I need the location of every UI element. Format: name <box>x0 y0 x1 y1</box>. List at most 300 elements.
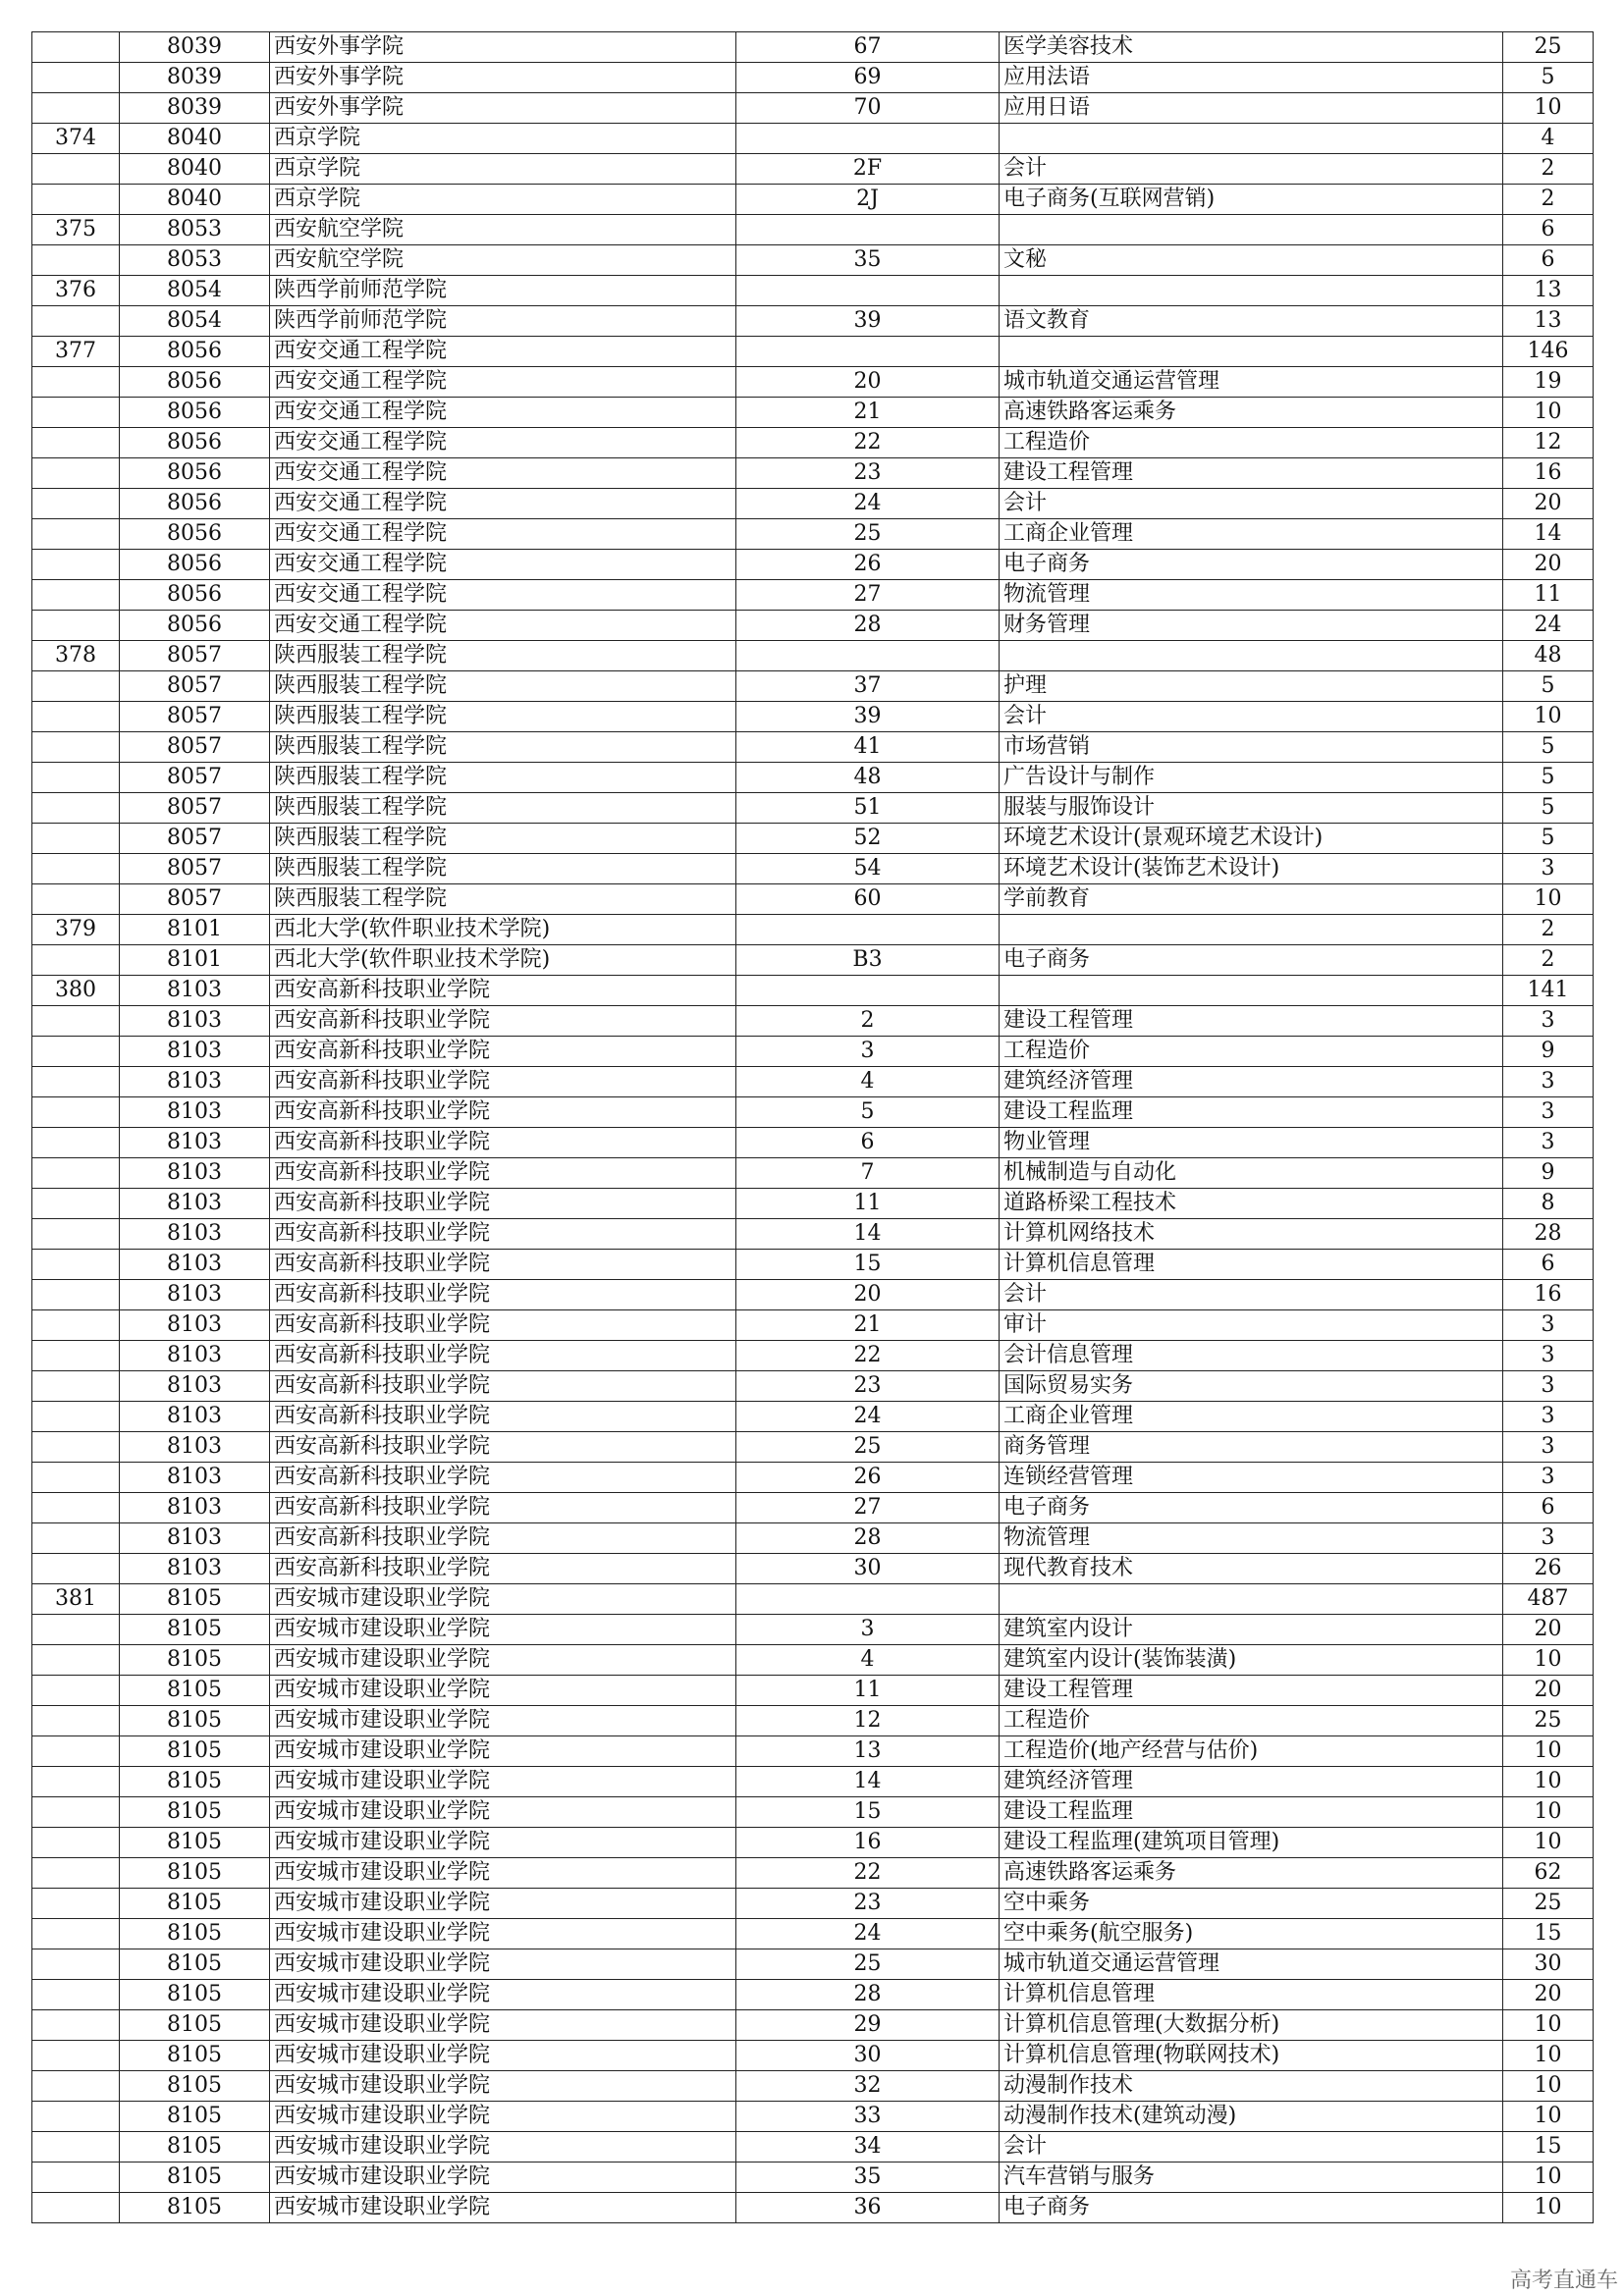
plan-count-cell: 10 <box>1503 2102 1594 2132</box>
major-name-cell: 会计 <box>1000 2132 1503 2163</box>
table-row <box>32 884 1594 915</box>
school-name-cell: 西安城市建设职业学院 <box>270 2071 736 2102</box>
table-row <box>32 1676 1594 1706</box>
major-name-cell <box>1000 641 1503 671</box>
table-row <box>32 1615 1594 1645</box>
school-name-cell: 西安交通工程学院 <box>270 428 736 458</box>
school-code-cell: 8056 <box>120 489 270 519</box>
school-code-cell: 8105 <box>120 2193 270 2223</box>
school-code-cell: 8054 <box>120 276 270 306</box>
major-code-cell: 11 <box>736 1676 1000 1706</box>
school-name-cell: 西安高新科技职业学院 <box>270 1158 736 1189</box>
serial-number-cell <box>32 1889 120 1919</box>
serial-number-cell <box>32 1463 120 1493</box>
school-code-cell: 8105 <box>120 2010 270 2041</box>
plan-count-cell: 10 <box>1503 1767 1594 1797</box>
major-name-cell: 建筑室内设计(装饰装潢) <box>1000 1645 1503 1676</box>
serial-number-cell <box>32 185 120 215</box>
school-name-cell: 西安高新科技职业学院 <box>270 1432 736 1463</box>
school-code-cell: 8056 <box>120 611 270 641</box>
table-row <box>32 671 1594 702</box>
plan-count-cell: 3 <box>1503 1128 1594 1158</box>
table-row <box>32 1554 1594 1584</box>
serial-number-cell <box>32 580 120 611</box>
school-code-cell: 8039 <box>120 63 270 93</box>
major-code-cell: 54 <box>736 854 1000 884</box>
plan-count-cell: 13 <box>1503 276 1594 306</box>
major-name-cell: 动漫制作技术 <box>1000 2071 1503 2102</box>
school-code-cell: 8056 <box>120 367 270 398</box>
major-code-cell: 36 <box>736 2193 1000 2223</box>
school-code-cell: 8103 <box>120 1310 270 1341</box>
school-name-cell: 西安高新科技职业学院 <box>270 1554 736 1584</box>
plan-count-cell: 10 <box>1503 2010 1594 2041</box>
table-row <box>32 1584 1594 1615</box>
major-code-cell: 26 <box>736 550 1000 580</box>
serial-number-cell <box>32 2132 120 2163</box>
school-code-cell: 8105 <box>120 1767 270 1797</box>
major-code-cell: 35 <box>736 245 1000 276</box>
school-name-cell: 西安交通工程学院 <box>270 611 736 641</box>
school-name-cell: 西安高新科技职业学院 <box>270 1463 736 1493</box>
plan-count-cell: 3 <box>1503 1523 1594 1554</box>
major-name-cell: 计算机信息管理 <box>1000 1250 1503 1280</box>
table-row <box>32 2132 1594 2163</box>
major-name-cell <box>1000 915 1503 945</box>
school-name-cell: 西安城市建设职业学院 <box>270 1919 736 1949</box>
major-code-cell: 16 <box>736 1828 1000 1858</box>
major-name-cell: 电子商务 <box>1000 945 1503 976</box>
school-code-cell: 8040 <box>120 185 270 215</box>
plan-count-cell: 10 <box>1503 1828 1594 1858</box>
school-name-cell: 陕西服装工程学院 <box>270 732 736 763</box>
table-row <box>32 1797 1594 1828</box>
plan-count-cell: 4 <box>1503 124 1594 154</box>
major-name-cell: 建筑经济管理 <box>1000 1067 1503 1097</box>
serial-number-cell <box>32 1767 120 1797</box>
plan-count-cell: 19 <box>1503 367 1594 398</box>
plan-count-cell: 10 <box>1503 93 1594 124</box>
major-code-cell <box>736 641 1000 671</box>
major-name-cell: 道路桥梁工程技术 <box>1000 1189 1503 1219</box>
school-name-cell: 西安城市建设职业学院 <box>270 2102 736 2132</box>
table-row <box>32 580 1594 611</box>
table-row <box>32 641 1594 671</box>
plan-count-cell: 10 <box>1503 1797 1594 1828</box>
serial-number-cell <box>32 2041 120 2071</box>
serial-number-cell <box>32 1402 120 1432</box>
school-code-cell: 8103 <box>120 1523 270 1554</box>
major-code-cell: 41 <box>736 732 1000 763</box>
school-code-cell: 8103 <box>120 1493 270 1523</box>
major-name-cell: 医学美容技术 <box>1000 32 1503 63</box>
school-code-cell: 8103 <box>120 1371 270 1402</box>
school-name-cell: 西安外事学院 <box>270 93 736 124</box>
major-code-cell: 2F <box>736 154 1000 185</box>
serial-number-cell <box>32 1006 120 1037</box>
major-name-cell: 连锁经营管理 <box>1000 1463 1503 1493</box>
major-code-cell: 5 <box>736 1097 1000 1128</box>
major-name-cell: 现代教育技术 <box>1000 1554 1503 1584</box>
table-row <box>32 1341 1594 1371</box>
serial-number-cell <box>32 428 120 458</box>
school-code-cell: 8105 <box>120 1828 270 1858</box>
table-row <box>32 489 1594 519</box>
plan-count-cell: 11 <box>1503 580 1594 611</box>
school-name-cell: 西安城市建设职业学院 <box>270 1949 736 1980</box>
school-name-cell: 西安航空学院 <box>270 245 736 276</box>
serial-number-cell <box>32 611 120 641</box>
table-row <box>32 1310 1594 1341</box>
major-code-cell: 4 <box>736 1067 1000 1097</box>
major-name-cell: 工商企业管理 <box>1000 1402 1503 1432</box>
serial-number-cell: 376 <box>32 276 120 306</box>
table-row <box>32 1949 1594 1980</box>
serial-number-cell <box>32 1858 120 1889</box>
school-name-cell: 西安交通工程学院 <box>270 489 736 519</box>
serial-number-cell <box>32 154 120 185</box>
school-name-cell: 西安高新科技职业学院 <box>270 1250 736 1280</box>
major-code-cell: 67 <box>736 32 1000 63</box>
school-code-cell: 8103 <box>120 1554 270 1584</box>
school-name-cell: 陕西服装工程学院 <box>270 763 736 793</box>
serial-number-cell <box>32 1797 120 1828</box>
major-code-cell: 7 <box>736 1158 1000 1189</box>
plan-count-cell: 20 <box>1503 1676 1594 1706</box>
school-code-cell: 8103 <box>120 1250 270 1280</box>
major-name-cell: 应用日语 <box>1000 93 1503 124</box>
major-name-cell: 工程造价 <box>1000 1037 1503 1067</box>
school-code-cell: 8105 <box>120 1980 270 2010</box>
school-name-cell: 西安交通工程学院 <box>270 398 736 428</box>
school-code-cell: 8057 <box>120 884 270 915</box>
serial-number-cell <box>32 1158 120 1189</box>
plan-count-cell: 141 <box>1503 976 1594 1006</box>
school-name-cell: 西安高新科技职业学院 <box>270 1402 736 1432</box>
plan-count-cell: 30 <box>1503 1949 1594 1980</box>
major-name-cell: 环境艺术设计(景观环境艺术设计) <box>1000 824 1503 854</box>
major-code-cell: 22 <box>736 428 1000 458</box>
serial-number-cell <box>32 854 120 884</box>
major-name-cell: 环境艺术设计(装饰艺术设计) <box>1000 854 1503 884</box>
major-name-cell: 电子商务(互联网营销) <box>1000 185 1503 215</box>
school-code-cell: 8056 <box>120 458 270 489</box>
serial-number-cell <box>32 2010 120 2041</box>
serial-number-cell <box>32 1676 120 1706</box>
school-code-cell: 8056 <box>120 580 270 611</box>
school-name-cell: 西安高新科技职业学院 <box>270 1280 736 1310</box>
table-row <box>32 276 1594 306</box>
table-row <box>32 1158 1594 1189</box>
plan-count-cell: 5 <box>1503 63 1594 93</box>
plan-count-cell: 10 <box>1503 2071 1594 2102</box>
plan-count-cell: 10 <box>1503 1645 1594 1676</box>
plan-count-cell: 3 <box>1503 1067 1594 1097</box>
major-name-cell: 空中乘务 <box>1000 1889 1503 1919</box>
plan-count-cell: 5 <box>1503 763 1594 793</box>
major-name-cell: 电子商务 <box>1000 1493 1503 1523</box>
major-name-cell: 建设工程监理 <box>1000 1097 1503 1128</box>
school-name-cell: 西安城市建设职业学院 <box>270 2163 736 2193</box>
serial-number-cell <box>32 2163 120 2193</box>
plan-count-cell: 2 <box>1503 945 1594 976</box>
major-name-cell: 商务管理 <box>1000 1432 1503 1463</box>
school-name-cell: 西安高新科技职业学院 <box>270 1189 736 1219</box>
serial-number-cell <box>32 1037 120 1067</box>
table-row <box>32 854 1594 884</box>
serial-number-cell <box>32 1706 120 1736</box>
major-code-cell: 25 <box>736 1949 1000 1980</box>
serial-number-cell: 377 <box>32 337 120 367</box>
major-code-cell: 39 <box>736 702 1000 732</box>
school-code-cell: 8054 <box>120 306 270 337</box>
school-name-cell: 西安交通工程学院 <box>270 550 736 580</box>
table-row <box>32 1128 1594 1158</box>
school-code-cell: 8105 <box>120 1889 270 1919</box>
school-name-cell: 西安航空学院 <box>270 215 736 245</box>
table-row <box>32 1371 1594 1402</box>
major-name-cell: 会计 <box>1000 154 1503 185</box>
plan-count-cell: 10 <box>1503 884 1594 915</box>
school-name-cell: 西安高新科技职业学院 <box>270 1371 736 1402</box>
serial-number-cell: 374 <box>32 124 120 154</box>
major-code-cell: 24 <box>736 1919 1000 1949</box>
table-row <box>32 93 1594 124</box>
table-row <box>32 702 1594 732</box>
major-name-cell: 工程造价 <box>1000 1706 1503 1736</box>
school-name-cell: 西安高新科技职业学院 <box>270 1493 736 1523</box>
plan-count-cell: 2 <box>1503 915 1594 945</box>
major-code-cell: 33 <box>736 2102 1000 2132</box>
table-row <box>32 976 1594 1006</box>
major-code-cell <box>736 276 1000 306</box>
plan-count-cell: 8 <box>1503 1189 1594 1219</box>
enrollment-plan-table <box>31 31 1594 2223</box>
table-row <box>32 915 1594 945</box>
major-code-cell: 35 <box>736 2163 1000 2193</box>
table-row <box>32 1980 1594 2010</box>
table-row <box>32 245 1594 276</box>
school-name-cell: 陕西服装工程学院 <box>270 671 736 702</box>
major-code-cell: 23 <box>736 1371 1000 1402</box>
school-code-cell: 8105 <box>120 1736 270 1767</box>
major-code-cell: 14 <box>736 1219 1000 1250</box>
serial-number-cell <box>32 1067 120 1097</box>
plan-count-cell: 15 <box>1503 2132 1594 2163</box>
school-name-cell: 西安交通工程学院 <box>270 337 736 367</box>
serial-number-cell <box>32 93 120 124</box>
serial-number-cell <box>32 824 120 854</box>
school-name-cell: 西安交通工程学院 <box>270 458 736 489</box>
major-name-cell: 计算机信息管理 <box>1000 1980 1503 2010</box>
major-code-cell: 15 <box>736 1250 1000 1280</box>
major-name-cell: 机械制造与自动化 <box>1000 1158 1503 1189</box>
major-name-cell: 工程造价(地产经营与估价) <box>1000 1736 1503 1767</box>
serial-number-cell <box>32 1128 120 1158</box>
school-code-cell: 8105 <box>120 2071 270 2102</box>
plan-count-cell: 20 <box>1503 489 1594 519</box>
plan-count-cell: 48 <box>1503 641 1594 671</box>
major-code-cell <box>736 215 1000 245</box>
table-row <box>32 1889 1594 1919</box>
major-name-cell: 物流管理 <box>1000 580 1503 611</box>
plan-count-cell: 24 <box>1503 611 1594 641</box>
major-code-cell <box>736 915 1000 945</box>
major-name-cell <box>1000 976 1503 1006</box>
major-code-cell <box>736 1584 1000 1615</box>
plan-count-cell: 3 <box>1503 1006 1594 1037</box>
major-name-cell: 会计信息管理 <box>1000 1341 1503 1371</box>
plan-count-cell: 20 <box>1503 550 1594 580</box>
school-code-cell: 8103 <box>120 1037 270 1067</box>
school-code-cell: 8105 <box>120 1706 270 1736</box>
major-code-cell: 28 <box>736 1523 1000 1554</box>
major-name-cell: 建设工程管理 <box>1000 458 1503 489</box>
major-name-cell: 会计 <box>1000 489 1503 519</box>
serial-number-cell <box>32 1341 120 1371</box>
major-name-cell: 会计 <box>1000 1280 1503 1310</box>
serial-number-cell <box>32 1736 120 1767</box>
school-code-cell: 8039 <box>120 32 270 63</box>
school-code-cell: 8103 <box>120 1219 270 1250</box>
serial-number-cell <box>32 1980 120 2010</box>
major-name-cell: 空中乘务(航空服务) <box>1000 1919 1503 1949</box>
major-name-cell: 服装与服饰设计 <box>1000 793 1503 824</box>
plan-count-cell: 3 <box>1503 1463 1594 1493</box>
major-code-cell: 14 <box>736 1767 1000 1797</box>
serial-number-cell <box>32 945 120 976</box>
table-row <box>32 1736 1594 1767</box>
plan-count-cell: 16 <box>1503 458 1594 489</box>
major-code-cell: 20 <box>736 367 1000 398</box>
table-row <box>32 215 1594 245</box>
table-row <box>32 1463 1594 1493</box>
major-name-cell: 会计 <box>1000 702 1503 732</box>
school-name-cell: 西安城市建设职业学院 <box>270 1584 736 1615</box>
major-name-cell: 市场营销 <box>1000 732 1503 763</box>
school-name-cell: 西安高新科技职业学院 <box>270 1523 736 1554</box>
table-row <box>32 2041 1594 2071</box>
school-name-cell: 西京学院 <box>270 154 736 185</box>
school-code-cell: 8103 <box>120 1128 270 1158</box>
school-code-cell: 8103 <box>120 1006 270 1037</box>
school-name-cell: 陕西学前师范学院 <box>270 276 736 306</box>
plan-count-cell: 5 <box>1503 732 1594 763</box>
major-code-cell: 28 <box>736 611 1000 641</box>
major-name-cell: 高速铁路客运乘务 <box>1000 398 1503 428</box>
serial-number-cell <box>32 763 120 793</box>
serial-number-cell <box>32 884 120 915</box>
major-code-cell: 22 <box>736 1858 1000 1889</box>
plan-count-cell: 6 <box>1503 1493 1594 1523</box>
school-code-cell: 8057 <box>120 702 270 732</box>
major-code-cell: 3 <box>736 1037 1000 1067</box>
plan-count-cell: 2 <box>1503 154 1594 185</box>
major-name-cell: 建筑经济管理 <box>1000 1767 1503 1797</box>
school-code-cell: 8103 <box>120 1189 270 1219</box>
major-code-cell: 51 <box>736 793 1000 824</box>
serial-number-cell <box>32 458 120 489</box>
school-name-cell: 陕西服装工程学院 <box>270 641 736 671</box>
serial-number-cell <box>32 1310 120 1341</box>
school-code-cell: 8040 <box>120 124 270 154</box>
plan-count-cell: 10 <box>1503 702 1594 732</box>
table-row <box>32 1189 1594 1219</box>
school-name-cell: 西安高新科技职业学院 <box>270 1341 736 1371</box>
serial-number-cell <box>32 2102 120 2132</box>
serial-number-cell <box>32 550 120 580</box>
major-code-cell: 27 <box>736 580 1000 611</box>
table-row <box>32 1097 1594 1128</box>
school-code-cell: 8053 <box>120 215 270 245</box>
school-code-cell: 8105 <box>120 1858 270 1889</box>
table-row <box>32 1858 1594 1889</box>
plan-count-cell: 5 <box>1503 793 1594 824</box>
school-code-cell: 8057 <box>120 793 270 824</box>
school-code-cell: 8056 <box>120 398 270 428</box>
serial-number-cell <box>32 1493 120 1523</box>
serial-number-cell <box>32 1645 120 1676</box>
school-name-cell: 西安高新科技职业学院 <box>270 1310 736 1341</box>
serial-number-cell <box>32 489 120 519</box>
major-code-cell: 39 <box>736 306 1000 337</box>
school-name-cell: 陕西服装工程学院 <box>270 824 736 854</box>
major-code-cell: 2 <box>736 1006 1000 1037</box>
table-row <box>32 185 1594 215</box>
table-row <box>32 824 1594 854</box>
plan-count-cell: 6 <box>1503 245 1594 276</box>
school-name-cell: 西安城市建设职业学院 <box>270 1980 736 2010</box>
school-code-cell: 8105 <box>120 2132 270 2163</box>
major-code-cell: 32 <box>736 2071 1000 2102</box>
school-name-cell: 西安城市建设职业学院 <box>270 2193 736 2223</box>
major-code-cell: 60 <box>736 884 1000 915</box>
watermark-text: 高考直通车 <box>1509 2269 1618 2293</box>
plan-count-cell: 15 <box>1503 1919 1594 1949</box>
table-row <box>32 2163 1594 2193</box>
major-code-cell: 21 <box>736 398 1000 428</box>
serial-number-cell <box>32 793 120 824</box>
plan-count-cell: 10 <box>1503 398 1594 428</box>
plan-count-cell: 25 <box>1503 32 1594 63</box>
serial-number-cell <box>32 1949 120 1980</box>
table-row <box>32 2010 1594 2041</box>
plan-count-cell: 28 <box>1503 1219 1594 1250</box>
plan-count-cell: 16 <box>1503 1280 1594 1310</box>
serial-number-cell: 378 <box>32 641 120 671</box>
table-row <box>32 2193 1594 2223</box>
school-name-cell: 西安城市建设职业学院 <box>270 2010 736 2041</box>
school-name-cell: 西京学院 <box>270 124 736 154</box>
major-name-cell: 建设工程监理(建筑项目管理) <box>1000 1828 1503 1858</box>
school-name-cell: 陕西学前师范学院 <box>270 306 736 337</box>
serial-number-cell: 379 <box>32 915 120 945</box>
table-row <box>32 1037 1594 1067</box>
school-name-cell: 西安城市建设职业学院 <box>270 2132 736 2163</box>
major-name-cell: 建筑室内设计 <box>1000 1615 1503 1645</box>
table-row <box>32 1767 1594 1797</box>
major-code-cell: 69 <box>736 63 1000 93</box>
serial-number-cell <box>32 732 120 763</box>
school-code-cell: 8105 <box>120 2163 270 2193</box>
table-row <box>32 367 1594 398</box>
school-code-cell: 8105 <box>120 1919 270 1949</box>
major-name-cell: 汽车营销与服务 <box>1000 2163 1503 2193</box>
plan-count-cell: 9 <box>1503 1037 1594 1067</box>
table-row <box>32 1006 1594 1037</box>
major-name-cell: 建设工程监理 <box>1000 1797 1503 1828</box>
table-row <box>32 428 1594 458</box>
